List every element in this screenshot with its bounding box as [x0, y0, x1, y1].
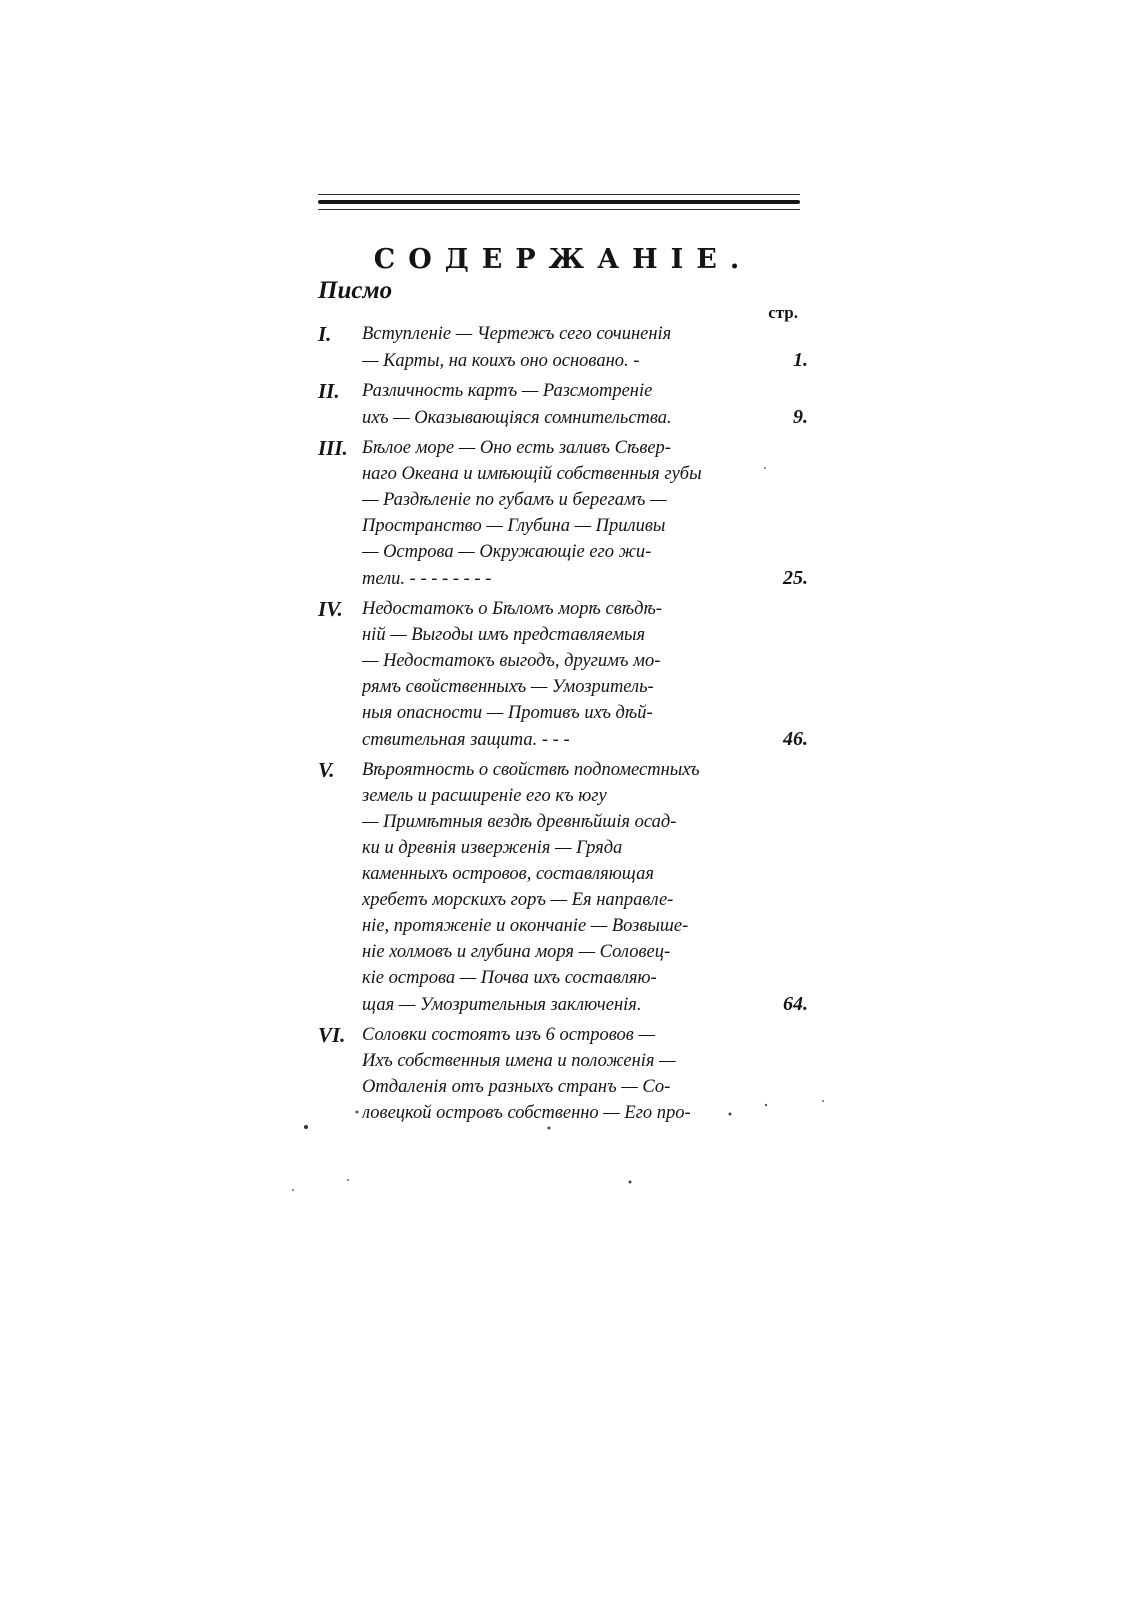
entry-line: [362, 1022, 800, 1048]
entry-numeral: II.: [318, 379, 340, 403]
entry-line: [362, 757, 800, 783]
column-label-letter: Писмо: [318, 277, 393, 304]
entry-line-text: хребетъ морскихъ горъ — Ея направле-: [362, 890, 674, 910]
entry-text: [362, 757, 808, 1018]
entry-line: [362, 539, 800, 565]
contents-entry: [318, 435, 808, 592]
contents-entry: [318, 596, 808, 753]
entry-line-text: — Примѣтныя вездѣ древнѣйшія осад-: [362, 812, 677, 832]
entry-line: [362, 596, 800, 622]
entry-page-number: 1.: [793, 349, 808, 371]
entry-line-text: ки и древнія изверженія — Гряда: [362, 838, 623, 858]
entry-line-text: наго Океана и имѣющій собственныя губы: [362, 464, 702, 484]
entry-line: [362, 783, 800, 809]
entry-line: [362, 861, 800, 887]
entry-line-text: Вѣроятность о свойствѣ подпоместныхъ: [362, 760, 700, 780]
entry-line-text: земель и расширеніе его къ югу: [362, 786, 607, 806]
entry-line: [362, 487, 800, 513]
entry-line: [362, 965, 800, 991]
entry-line: [362, 1048, 800, 1074]
entry-line-text: ствительная защита. - - -: [362, 730, 570, 750]
entry-line: [362, 887, 800, 913]
entry-line: [362, 622, 800, 648]
entry-line-text: Соловки состоятъ изъ 6 островов —: [362, 1025, 655, 1045]
entry-line: [362, 991, 808, 1018]
entry-line: [362, 404, 808, 431]
contents-page: [318, 190, 808, 1130]
entry-line-text: — Раздѣленіе по губамъ и берегамъ —: [362, 490, 667, 510]
entry-numeral: III.: [318, 436, 348, 460]
entry-line: [362, 674, 800, 700]
entry-numeral: VI.: [318, 1023, 346, 1047]
entry-line-text: ній — Выгоды имъ представляемыя: [362, 625, 646, 645]
entry-numeral: IV.: [318, 597, 343, 621]
header-rule: [318, 190, 800, 214]
contents-entry: [318, 321, 808, 374]
entry-text: [362, 596, 808, 753]
entry-line: [362, 435, 800, 461]
entry-line-text: рямъ свойственныхъ — Умозритель-: [362, 677, 654, 697]
entry-line-text: ловецкой островъ собственно — Его про-: [362, 1103, 691, 1123]
entry-line-text: Ихъ собственныя имена и положенія —: [362, 1051, 676, 1071]
entry-line-text: Вступленіе — Чертежъ сего сочиненія: [362, 324, 672, 344]
entry-line-text: ихъ — Оказывающіяся сомнительства.: [362, 408, 672, 428]
entry-line: [362, 461, 800, 487]
entry-text: [362, 435, 808, 592]
entry-line: [362, 939, 800, 965]
entry-line: [362, 565, 808, 592]
entry-text: [362, 378, 808, 431]
entry-line-text: ныя опасности — Противъ ихъ дѣй-: [362, 703, 653, 723]
entry-line: [362, 1100, 800, 1126]
entry-line-text: каменныхъ островов, составляющая: [362, 864, 655, 884]
entry-line: [362, 321, 800, 347]
rule-thin-line: [318, 209, 800, 210]
entry-line-text: Различность картъ — Разсмотреніе: [362, 381, 653, 401]
entry-line-text: ніе, протяженіе и окончаніе — Возвыше-: [362, 916, 689, 936]
entry-line: [362, 1074, 800, 1100]
rule-thick-line: [318, 200, 800, 204]
entry-numeral: I.: [318, 322, 332, 346]
entry-line-text: Отдаленія отъ разныхъ странъ — Со-: [362, 1077, 671, 1097]
contents-entry: [318, 1022, 800, 1126]
contents-entry: [318, 757, 808, 1018]
entry-line-text: Пространство — Глубина — Приливы: [362, 516, 666, 536]
entry-numeral: V.: [318, 758, 335, 782]
entry-line-text: Бѣлое море — Оно есть заливъ Сѣвер-: [362, 438, 671, 458]
entry-line: [362, 809, 800, 835]
entry-line-text: тели. - - - - - - - -: [362, 569, 492, 589]
entry-line-text: — Карты, на коихъ оно основано. -: [362, 351, 640, 371]
contents-list: [318, 321, 808, 1126]
rule-thin-line: [318, 194, 800, 195]
entry-line-text: кіе острова — Почва ихъ составляю-: [362, 968, 657, 988]
entry-line-text: Недостатокъ о Бѣломъ морѣ свѣдѣ-: [362, 599, 662, 619]
entry-text: [362, 321, 808, 374]
entry-page-number: 46.: [783, 728, 808, 750]
entry-line-text: ніе холмовъ и глубина моря — Соловец-: [362, 942, 671, 962]
entry-line-text: — Недостатокъ выгодъ, другимъ мо-: [362, 651, 661, 671]
contents-entry: [318, 378, 808, 431]
entry-page-number: 9.: [793, 406, 808, 428]
entry-page-number: 64.: [783, 993, 808, 1015]
entry-line: [362, 648, 800, 674]
entry-line: [362, 378, 800, 404]
entry-line: [362, 513, 800, 539]
entry-text: [362, 1022, 800, 1126]
entry-line: [362, 726, 808, 753]
entry-page-number: 25.: [783, 567, 808, 589]
column-label-page: стр.: [768, 303, 798, 322]
entry-line: [362, 835, 800, 861]
entry-line: [362, 913, 800, 939]
entry-line: [362, 700, 800, 726]
entry-line-text: — Острова — Окружающіе его жи-: [362, 542, 652, 562]
entry-line: [362, 347, 808, 374]
entry-line-text: щая — Умозрительныя заключенія.: [362, 995, 642, 1015]
page-title: СОДЕРЖАНІЕ.: [373, 244, 753, 275]
